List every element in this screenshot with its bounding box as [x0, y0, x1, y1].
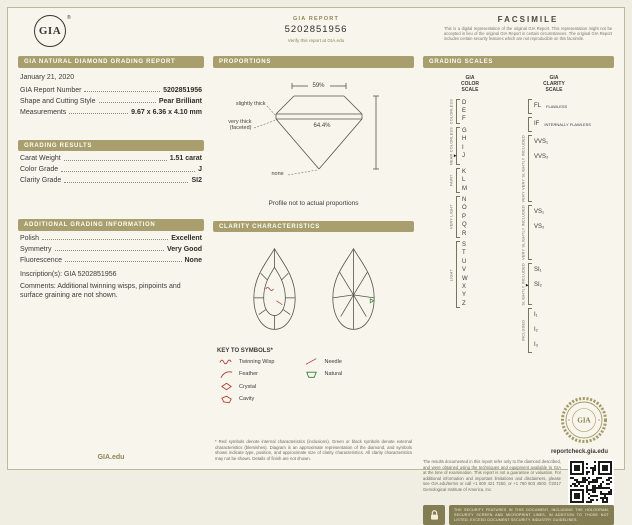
cavity-symbol-icon: [219, 395, 234, 404]
color-grade-list: [456, 241, 468, 308]
key-symbol-item: [304, 357, 342, 366]
field-value: Excellent: [171, 234, 202, 242]
color-grade-list: [456, 99, 466, 124]
clarity-footnote: * Red symbols denote internal characteristics (inclusions). Green or black symbols denote external characteristics (blemishes). Diagram is an approximate representation of the diamond, and symbols shown indicate type, position, and approximate size of clarity characteristics. All clarity characteristics may not be shown. Details of finish are not shown.: [215, 439, 412, 461]
report-field-row: [20, 257, 202, 264]
report-number: 5202851956: [284, 24, 348, 35]
clarity-grade: FL: [534, 102, 542, 109]
clarity-scale-heading: [519, 75, 589, 93]
clarity-scale-group: [519, 263, 614, 305]
facsimile-block: [444, 15, 612, 42]
key-symbol-item: [304, 370, 342, 379]
clarity-scale-groups: [519, 99, 614, 354]
key-symbols-column: [304, 357, 342, 404]
gia-logo-circle: [34, 15, 66, 47]
color-grade: N: [462, 196, 467, 203]
color-group-label: VERY LIGHT: [449, 204, 454, 230]
lock-icon: [428, 509, 441, 522]
dotted-leader: [65, 261, 181, 262]
key-to-symbols-title: KEY TO SYMBOLS*: [217, 348, 273, 354]
color-scale-groups: [447, 99, 509, 309]
report-label: GIA REPORT: [292, 16, 340, 22]
clarity-grade: I₃: [534, 342, 539, 349]
key-symbol-item: [219, 395, 274, 404]
key-symbol-label: Natural: [324, 371, 343, 377]
plotted-needle-symbol: [276, 301, 282, 305]
clarity-group-label: FLAWLESS: [546, 103, 568, 109]
color-scale-group: [447, 168, 509, 193]
key-symbol-label: Twinning Wisp: [239, 358, 275, 365]
feather-symbol-icon: [219, 370, 234, 379]
color-grade: O: [462, 205, 467, 212]
clarity-grade-list: [528, 99, 541, 114]
clarity-scale-group: [519, 99, 614, 114]
color-scale-group: [447, 127, 509, 165]
color-grade: M: [462, 185, 467, 192]
table-percent-label: 59%: [309, 82, 327, 89]
plotted-twinning-wisp-symbol: [265, 288, 273, 291]
key-symbols-column: [219, 357, 274, 404]
crown-plot-diagram: [244, 243, 305, 335]
field-value: None: [184, 256, 202, 264]
security-row: [423, 505, 614, 525]
clarity-grade-list: [528, 135, 548, 202]
clarity-group-label: INTERNALLY FLAWLESS: [544, 121, 591, 127]
clarity-grade: VS₁: [534, 208, 545, 215]
clarity-grade: VVS₂: [534, 153, 549, 160]
clarity-scale-heading-line: SCALE: [545, 86, 563, 93]
key-symbol-item: [219, 357, 274, 366]
field-value: 1.51 carat: [169, 155, 202, 162]
field-value: 9.67 x 6.36 x 4.10 mm: [131, 108, 202, 116]
field-label: Measurements: [20, 108, 67, 116]
color-grade: R: [462, 230, 467, 237]
report-field-row: [20, 166, 202, 173]
color-grade: I: [462, 144, 464, 151]
color-grade-list: [456, 168, 467, 193]
registered-trademark-icon: ®: [67, 15, 71, 21]
clarity-grade: I₁: [534, 312, 538, 319]
facsimile-body: This is a digital representation of the original GIA Report. This representation might not be accepted in lieu of the original GIA Report in certain circumstances. The original GIA Report includes certain security features which are not reproducible on this facsimile.: [444, 26, 612, 42]
color-grade: S: [462, 242, 467, 249]
gia-report-page: [7, 7, 625, 522]
color-scale-heading-line: GIA: [465, 74, 475, 81]
clarity-grade-list: [528, 205, 544, 260]
inscription-text: Inscription(s): GIA 5202851956: [20, 270, 117, 278]
clarity-grade: SI₂ ►: [534, 278, 542, 293]
field-label: Polish: [20, 234, 40, 242]
proportions-diagram: [214, 76, 414, 196]
clarity-scale: [509, 75, 614, 357]
key-symbol-label: Cavity: [239, 396, 255, 402]
verify-report-link[interactable]: Verify this report at GIA.edu: [287, 38, 345, 43]
color-grade-marker: ►: [453, 152, 458, 158]
color-grade: F: [462, 116, 466, 123]
color-group-label: FAINT: [449, 174, 454, 187]
key-symbol-label: Feather: [239, 371, 258, 377]
color-scale-heading: [447, 75, 493, 93]
clarity-grade: VVS₁: [534, 138, 549, 145]
color-group-label: COLORLESS: [449, 98, 454, 124]
color-scale: [423, 75, 509, 357]
scales-row: [423, 75, 614, 357]
field-value: J: [198, 166, 202, 173]
clarity-grade-list: [528, 117, 539, 132]
svg-text:GIA: GIA: [577, 416, 591, 425]
clarity-grade-list: [528, 308, 538, 353]
dotted-leader: [61, 171, 195, 172]
girdle-min-label: slightly thick: [235, 100, 266, 107]
clarity-scale-group: [519, 308, 614, 353]
clarity-group-label: [519, 99, 528, 114]
color-grade: P: [462, 213, 467, 220]
color-group-label: LIGHT: [449, 268, 454, 281]
gia-logo: [34, 15, 71, 47]
dotted-leader: [55, 250, 164, 251]
reportcheck-link[interactable]: reportcheck.gia.edu: [550, 449, 608, 456]
culet-label: none: [271, 170, 284, 177]
report-field-row: [20, 98, 202, 105]
clarity-grade: IF: [534, 120, 540, 127]
section-title-clarity-characteristics: CLARITY CHARACTERISTICS: [213, 221, 414, 233]
key-symbol-item: [219, 382, 274, 391]
clarity-group-label: VERY SLIGHTLY INCLUDED: [521, 204, 526, 260]
facsimile-title: FACSIMILE: [497, 15, 559, 24]
field-value: SI2: [191, 177, 202, 184]
girdle-max-label: very thick (faceted): [228, 118, 252, 131]
color-scale-heading-line: SCALE: [461, 86, 479, 93]
color-grade: D: [462, 99, 467, 106]
report-details-column: [18, 56, 204, 463]
key-to-symbols-list: [219, 357, 414, 404]
color-grade: Z: [462, 300, 466, 307]
lock-badge: [423, 505, 445, 525]
report-field-row: [20, 87, 202, 94]
plotted-natural-symbol: [370, 299, 373, 303]
color-grade: J ►: [453, 152, 465, 159]
clarity-grade: SI₁: [534, 266, 542, 273]
dotted-leader: [69, 113, 128, 114]
clarity-grade: I₂: [534, 327, 538, 334]
gia-seal-icon: [560, 396, 608, 444]
needle-symbol-icon: [304, 357, 319, 366]
color-grade: L: [462, 177, 466, 184]
dotted-leader: [64, 182, 188, 183]
key-symbol-item: [219, 370, 274, 379]
seal-row: [423, 396, 614, 444]
field-label: GIA Report Number: [20, 86, 82, 94]
clarity-group-label: SLIGHTLY INCLUDED: [521, 262, 526, 306]
qr-code-pattern: [570, 461, 612, 503]
report-field-row: [20, 246, 202, 253]
color-scale-group: [447, 99, 509, 124]
additional-info-rows: [18, 231, 204, 264]
natural-symbol-icon: [304, 370, 319, 379]
field-label: Fluorescence: [20, 256, 63, 264]
color-grade-list: [453, 127, 467, 165]
color-grade: E: [462, 107, 467, 114]
field-value: Very Good: [166, 245, 202, 253]
color-grade: T: [462, 250, 466, 257]
field-label: Symmetry: [20, 245, 52, 253]
clarity-grade-marker: ►: [525, 282, 530, 288]
color-grade: X: [462, 284, 467, 291]
security-note: THE SECURITY FEATURES IN THIS DOCUMENT, INCLUDING THE HOLOGRAM, SECURITY SCREEN AND MICROPRINT LINES, IN ADDITION TO THOSE NOT LISTED, EXCEED DOCUMENT SECURITY INDUSTRY GUIDELINES.: [449, 505, 614, 525]
report-rows: [18, 83, 204, 116]
color-scale-group: [447, 196, 509, 238]
section-title-grading-scales: GRADING SCALES: [423, 56, 614, 68]
field-value: 5202851956: [163, 86, 202, 94]
report-date: January 21, 2020: [20, 73, 75, 81]
diamond-profile-drawing: [214, 76, 414, 196]
wisp-symbol-icon: [219, 357, 234, 366]
dotted-leader: [64, 160, 167, 161]
pavilion-plot-diagram: [323, 243, 384, 335]
field-label: Shape and Cutting Style: [20, 97, 96, 105]
color-grade: U: [462, 258, 467, 265]
color-grade: W: [462, 275, 468, 282]
qr-code: [568, 459, 614, 505]
color-grade: H: [462, 136, 467, 143]
proportions-note: Profile not to actual proportions: [268, 199, 359, 207]
depth-percent-label: 64.4%: [313, 122, 331, 129]
color-scale-group: [447, 241, 509, 308]
report-columns: [18, 56, 614, 522]
dotted-leader: [42, 239, 168, 240]
diagrams-column: [213, 56, 414, 463]
color-grade-list: [456, 196, 467, 238]
report-id-block: [285, 16, 348, 43]
clarity-scale-heading-line: GIA: [549, 74, 559, 81]
section-title-grading-report: GIA NATURAL DIAMOND GRADING REPORT: [18, 56, 204, 68]
report-field-row: [20, 235, 202, 242]
gia-edu-link[interactable]: GIA.edu: [97, 454, 125, 461]
clarity-scale-group: [519, 135, 614, 202]
clarity-grade: VS₂: [534, 223, 545, 230]
verification-row: [423, 459, 614, 505]
clarity-group-label: VERY VERY SLIGHTLY INCLUDED: [521, 134, 526, 202]
field-label: Carat Weight: [20, 155, 61, 162]
key-symbol-label: Needle: [324, 358, 342, 365]
color-grade: Y: [462, 292, 467, 299]
report-field-row: [20, 109, 202, 116]
grading-result-rows: [18, 151, 204, 184]
color-grade: G: [462, 127, 467, 134]
clarity-scale-group: [519, 205, 614, 260]
clarity-plot-diagrams: [213, 243, 414, 335]
report-disclaimer: The results documented in this report refer only to the diamond described, and were obtained using the techniques and equipment available to GIA at the time of examination. This report is not a guarantee or valuation. For additional information and important limitations and disclaimers, please see GIA.edu/terms or call +1 800 421 7250, or +1 760 603 4500. ©2017 Gemological Institute of America, Inc.: [423, 459, 561, 492]
color-grade: Q: [462, 222, 467, 229]
field-label: Clarity Grade: [20, 177, 62, 184]
field-value: Pear Brilliant: [158, 97, 202, 105]
section-title-additional-info: ADDITIONAL GRADING INFORMATION: [18, 219, 204, 231]
report-field-row: [20, 177, 202, 184]
color-group-label: NEAR COLORLESS: [449, 126, 454, 165]
section-title-proportions: PROPORTIONS: [213, 56, 414, 68]
clarity-group-label: INCLUDED: [521, 320, 526, 342]
clarity-grade-list: [525, 263, 542, 305]
color-grade: K: [462, 168, 467, 175]
section-title-grading-results: GRADING RESULTS: [18, 140, 204, 152]
clarity-scale-group: [519, 117, 614, 132]
color-grade: V: [462, 267, 467, 274]
dotted-leader: [84, 91, 160, 92]
report-field-row: [20, 155, 202, 162]
clarity-scale-heading-line: CLARITY: [543, 80, 565, 87]
field-label: Color Grade: [20, 166, 59, 173]
clarity-group-label: [519, 117, 528, 132]
report-header: [18, 13, 614, 53]
key-symbol-label: Crystal: [239, 383, 257, 390]
color-scale-heading-line: COLOR: [460, 80, 480, 87]
crystal-symbol-icon: [219, 382, 234, 391]
dotted-leader: [99, 102, 156, 103]
comments-text: Comments: Additional twinning wisps, pinpoints and surface graining are not shown.: [20, 282, 181, 299]
gia-logo-text: GIA: [38, 25, 62, 37]
grading-scales-column: [423, 56, 614, 522]
